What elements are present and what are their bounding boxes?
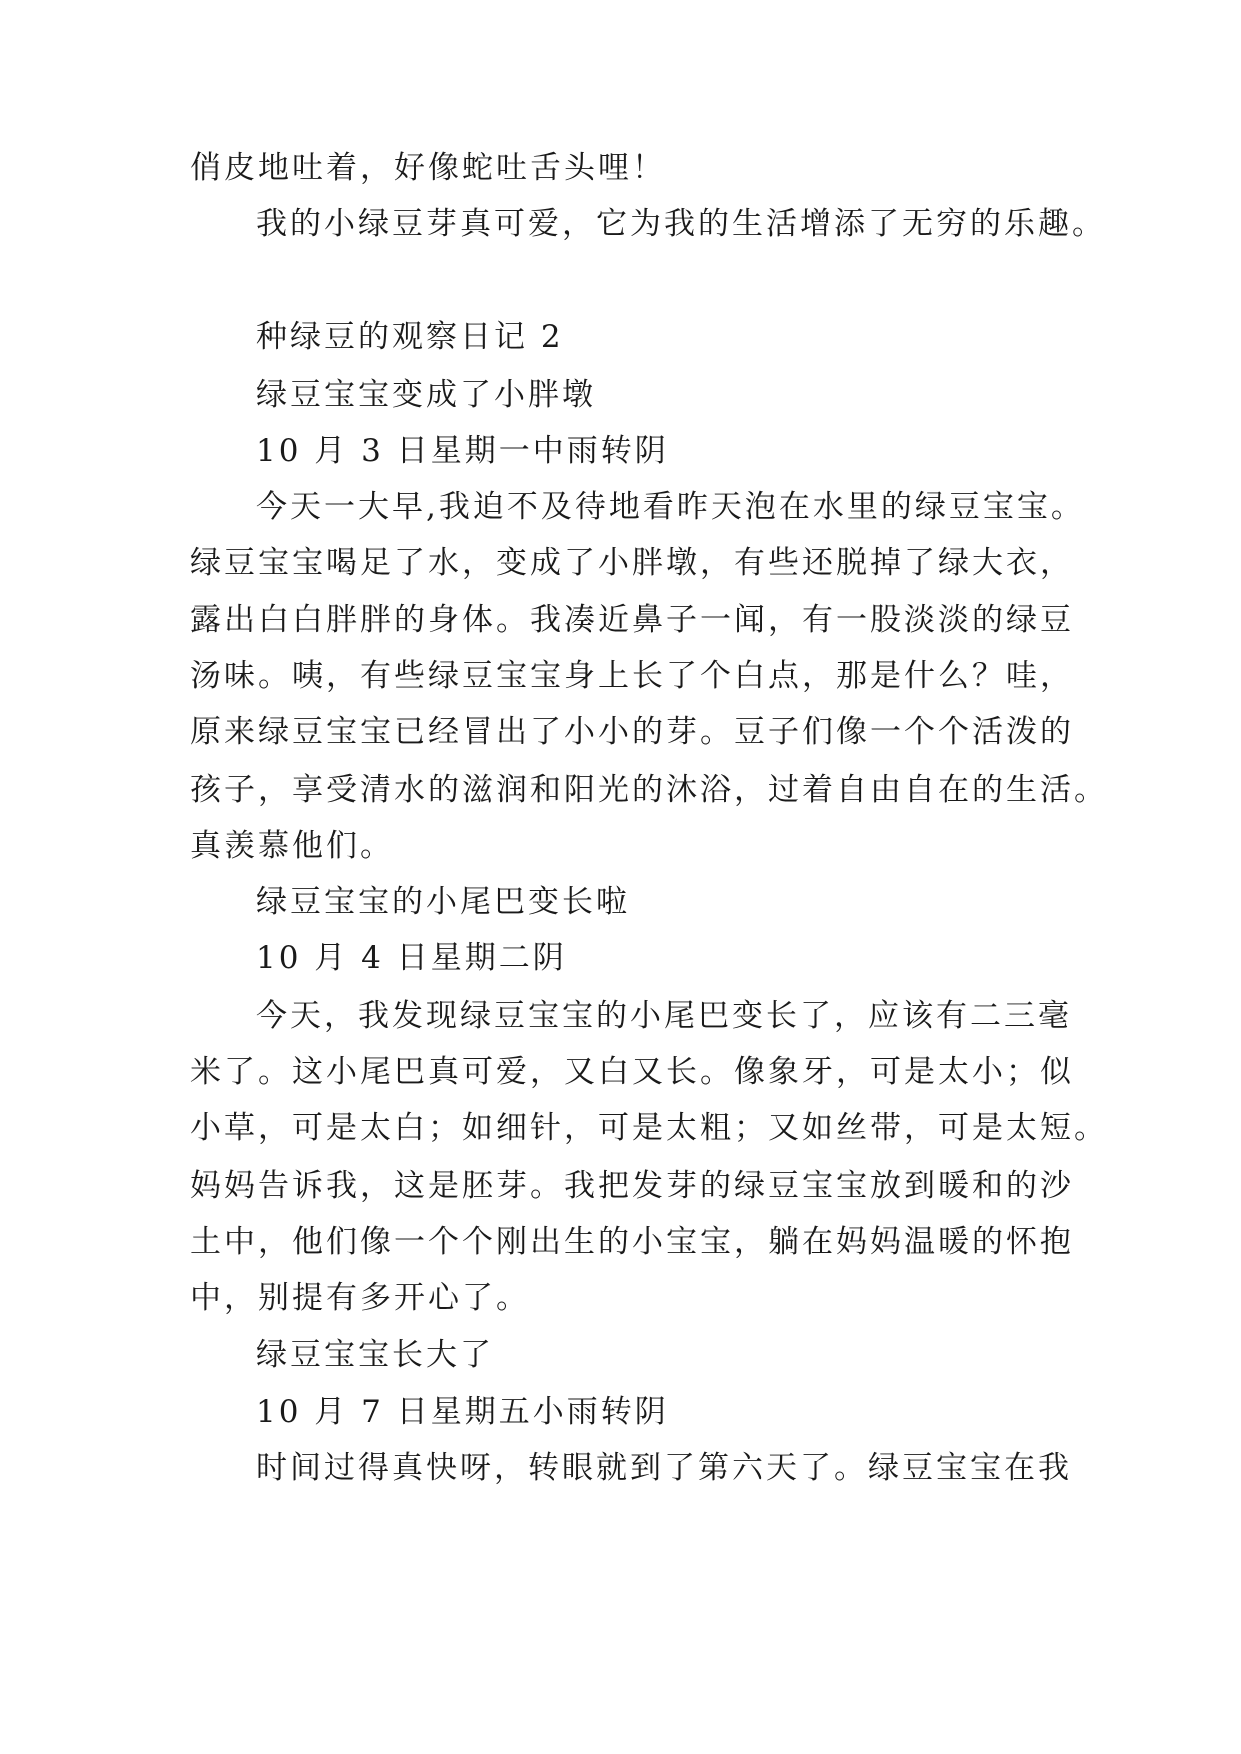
paragraph-line: 俏皮地吐着，好像蛇吐舌头哩！ [190,150,666,186]
paragraph-line: 妈妈告诉我，这是胚芽。我把发芽的绿豆宝宝放到暖和的沙 [190,1168,1074,1204]
entry-date: 10 月 7 日星期五小雨转阴 [256,1394,669,1430]
entry-date: 10 月 4 日星期二阴 [256,940,567,976]
paragraph-line: 中，别提有多开心了。 [190,1280,530,1316]
paragraph-line: 时间过得真快呀，转眼就到了第六天了。绿豆宝宝在我 [256,1450,1072,1486]
paragraph-line: 今天一大早,我迫不及待地看昨天泡在水里的绿豆宝宝。 [256,489,1085,525]
paragraph-line: 原来绿豆宝宝已经冒出了小小的芽。豆子们像一个个活泼的 [190,714,1074,750]
paragraph-line: 露出白白胖胖的身体。我凑近鼻子一闻，有一股淡淡的绿豆 [190,602,1074,638]
paragraph-line: 米了。这小尾巴真可爱，又白又长。像象牙，可是太小；似 [190,1054,1074,1090]
paragraph-line: 绿豆宝宝喝足了水，变成了小胖墩，有些还脱掉了绿大衣， [190,545,1074,581]
paragraph-line: 孩子，享受清水的滋润和阳光的沐浴，过着自由自在的生活。 [190,772,1108,808]
entry-date: 10 月 3 日星期一中雨转阴 [256,433,669,469]
section-title: 种绿豆的观察日记 2 [256,319,564,355]
entry-heading: 绿豆宝宝变成了小胖墩 [256,377,596,413]
paragraph-line: 我的小绿豆芽真可爱，它为我的生活增添了无穷的乐趣。 [256,206,1106,242]
paragraph-line: 土中，他们像一个个刚出生的小宝宝，躺在妈妈温暖的怀抱 [190,1224,1074,1260]
paragraph-line: 今天，我发现绿豆宝宝的小尾巴变长了，应该有二三毫 [256,998,1072,1034]
paragraph-line: 汤味。咦，有些绿豆宝宝身上长了个白点，那是什么？哇， [190,658,1074,694]
entry-heading: 绿豆宝宝的小尾巴变长啦 [256,884,630,920]
paragraph-line: 小草，可是太白；如细针，可是太粗；又如丝带，可是太短。 [190,1110,1108,1146]
paragraph-line: 真羡慕他们。 [190,828,394,864]
entry-heading: 绿豆宝宝长大了 [256,1337,494,1373]
